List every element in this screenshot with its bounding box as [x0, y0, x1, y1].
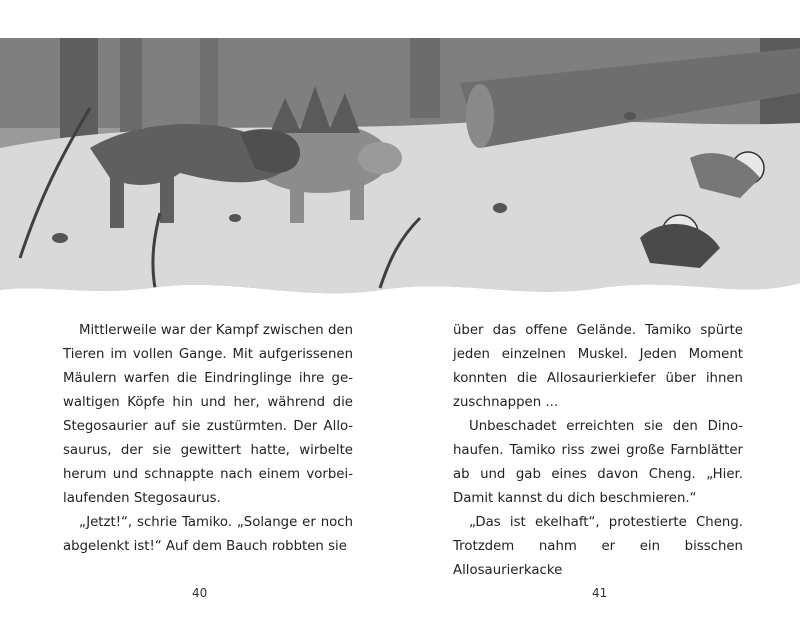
paragraph: „Das ist ekelhaft“, protestierte Cheng. Trotzdem nahm er ein bisschen Allosaurierkacke — [453, 515, 743, 578]
paragraph: „Jetzt!“, schrie Tamiko. „Solange er noch abgelenkt ist!“ Auf dem Bauch robbten sie — [63, 515, 353, 554]
page-number-right: 41 — [592, 586, 608, 600]
paragraph: über das offene Gelände. Tamiko spürte jeden einzelnen Muskel. Jeden Moment konnten die Allosaurierkiefer über ihnen zuschnappen ... — [453, 323, 743, 410]
tree-trunk — [410, 38, 440, 118]
paragraph: Mittlerweile war der Kampf zwischen den Tieren im vollen Gange. Mit aufgerissenen Mäulern warfen die Eindringlinge ihre gewaltigen Köpfe hin und her, während die Stegosaurier auf sie zustürmten. Der Allosaurus, der sie gewittert hatte, wirbelte herum und schnappte nach einem vorbeilaufenden Stegosaurus. — [63, 323, 353, 506]
left-page-text — [63, 319, 353, 559]
paragraph: Unbeschadet erreichten sie den Dinohaufen. Tamiko riss zwei große Farnblätter ab und gab eines davon Cheng. „Hier. Damit kannst du dich beschmieren.“ — [453, 419, 743, 506]
right-page-text — [453, 319, 743, 583]
page-number-left: 40 — [192, 586, 208, 600]
dinosaur-illustration — [0, 38, 800, 306]
